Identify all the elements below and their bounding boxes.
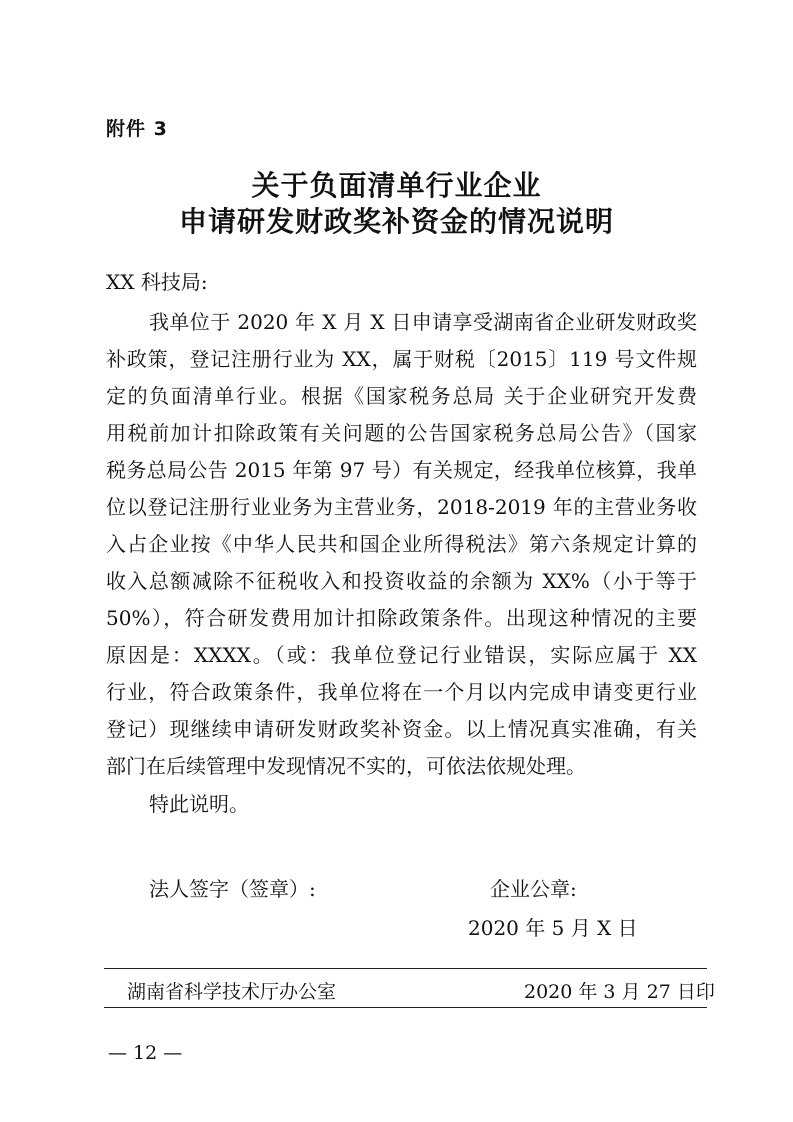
body-line: 税务总局公告 2015 年第 97 号）有关规定，经我单位核算，我单 (106, 458, 697, 482)
signature-date: 2020 年 5 月 X 日 (468, 916, 638, 940)
body-line: 位以登记注册行业业务为主营业务，2018-2019 年的主营业务收 (106, 495, 697, 519)
page-number: — 12 — (108, 1042, 183, 1064)
footer-print-date: 2020 年 3 月 27 日印 (524, 981, 715, 1003)
document-title-line-1: 关于负面清单行业企业 (251, 169, 542, 202)
company-seal: 企业公章: (490, 877, 577, 901)
attachment-label: 附件 3 (106, 118, 168, 140)
closing-remark: 特此说明。 (149, 792, 249, 816)
body-line: 入占企业按《中华人民共和国企业所得税法》第六条规定计算的 (106, 532, 697, 556)
body-line: 登记）现继续申请研发财政奖补资金。以上情况真实准确，有关 (106, 717, 697, 741)
body-line: 50%），符合研发费用加计扣除政策条件。出现这种情况的主要 (106, 606, 697, 630)
body-line: 用税前加计扣除政策有关问题的公告国家税务总局公告》（国家 (106, 421, 697, 445)
document-title-line-2: 申请研发财政奖补资金的情况说明 (178, 205, 614, 238)
salutation: XX 科技局: (106, 270, 208, 294)
footer-issuing-office: 湖南省科学技术厅办公室 (127, 981, 337, 1003)
body-line: 原因是：XXXX。（或：我单位登记行业错误，实际应属于 XX (106, 643, 697, 667)
body-line: 定的负面清单行业。根据《国家税务总局 关于企业研究开发费 (106, 384, 697, 408)
body-line: 我单位于 2020 年 X 月 X 日申请享受湖南省企业研发财政奖 (149, 310, 697, 334)
body-line: 收入总额减除不征税收入和投资收益的余额为 XX%（小于等于 (106, 569, 697, 593)
footer-divider-bottom (104, 1007, 707, 1008)
body-line: 补政策，登记注册行业为 XX，属于财税〔2015〕119 号文件规 (106, 347, 697, 371)
footer-divider-top (104, 968, 707, 969)
body-line: 部门在后续管理中发现情况不实的，可依法依规处理。 (106, 754, 586, 778)
body-line: 行业，符合政策条件，我单位将在一个月以内完成申请变更行业 (106, 680, 697, 704)
legal-representative-signature: 法人签字（签章）: (149, 877, 316, 901)
